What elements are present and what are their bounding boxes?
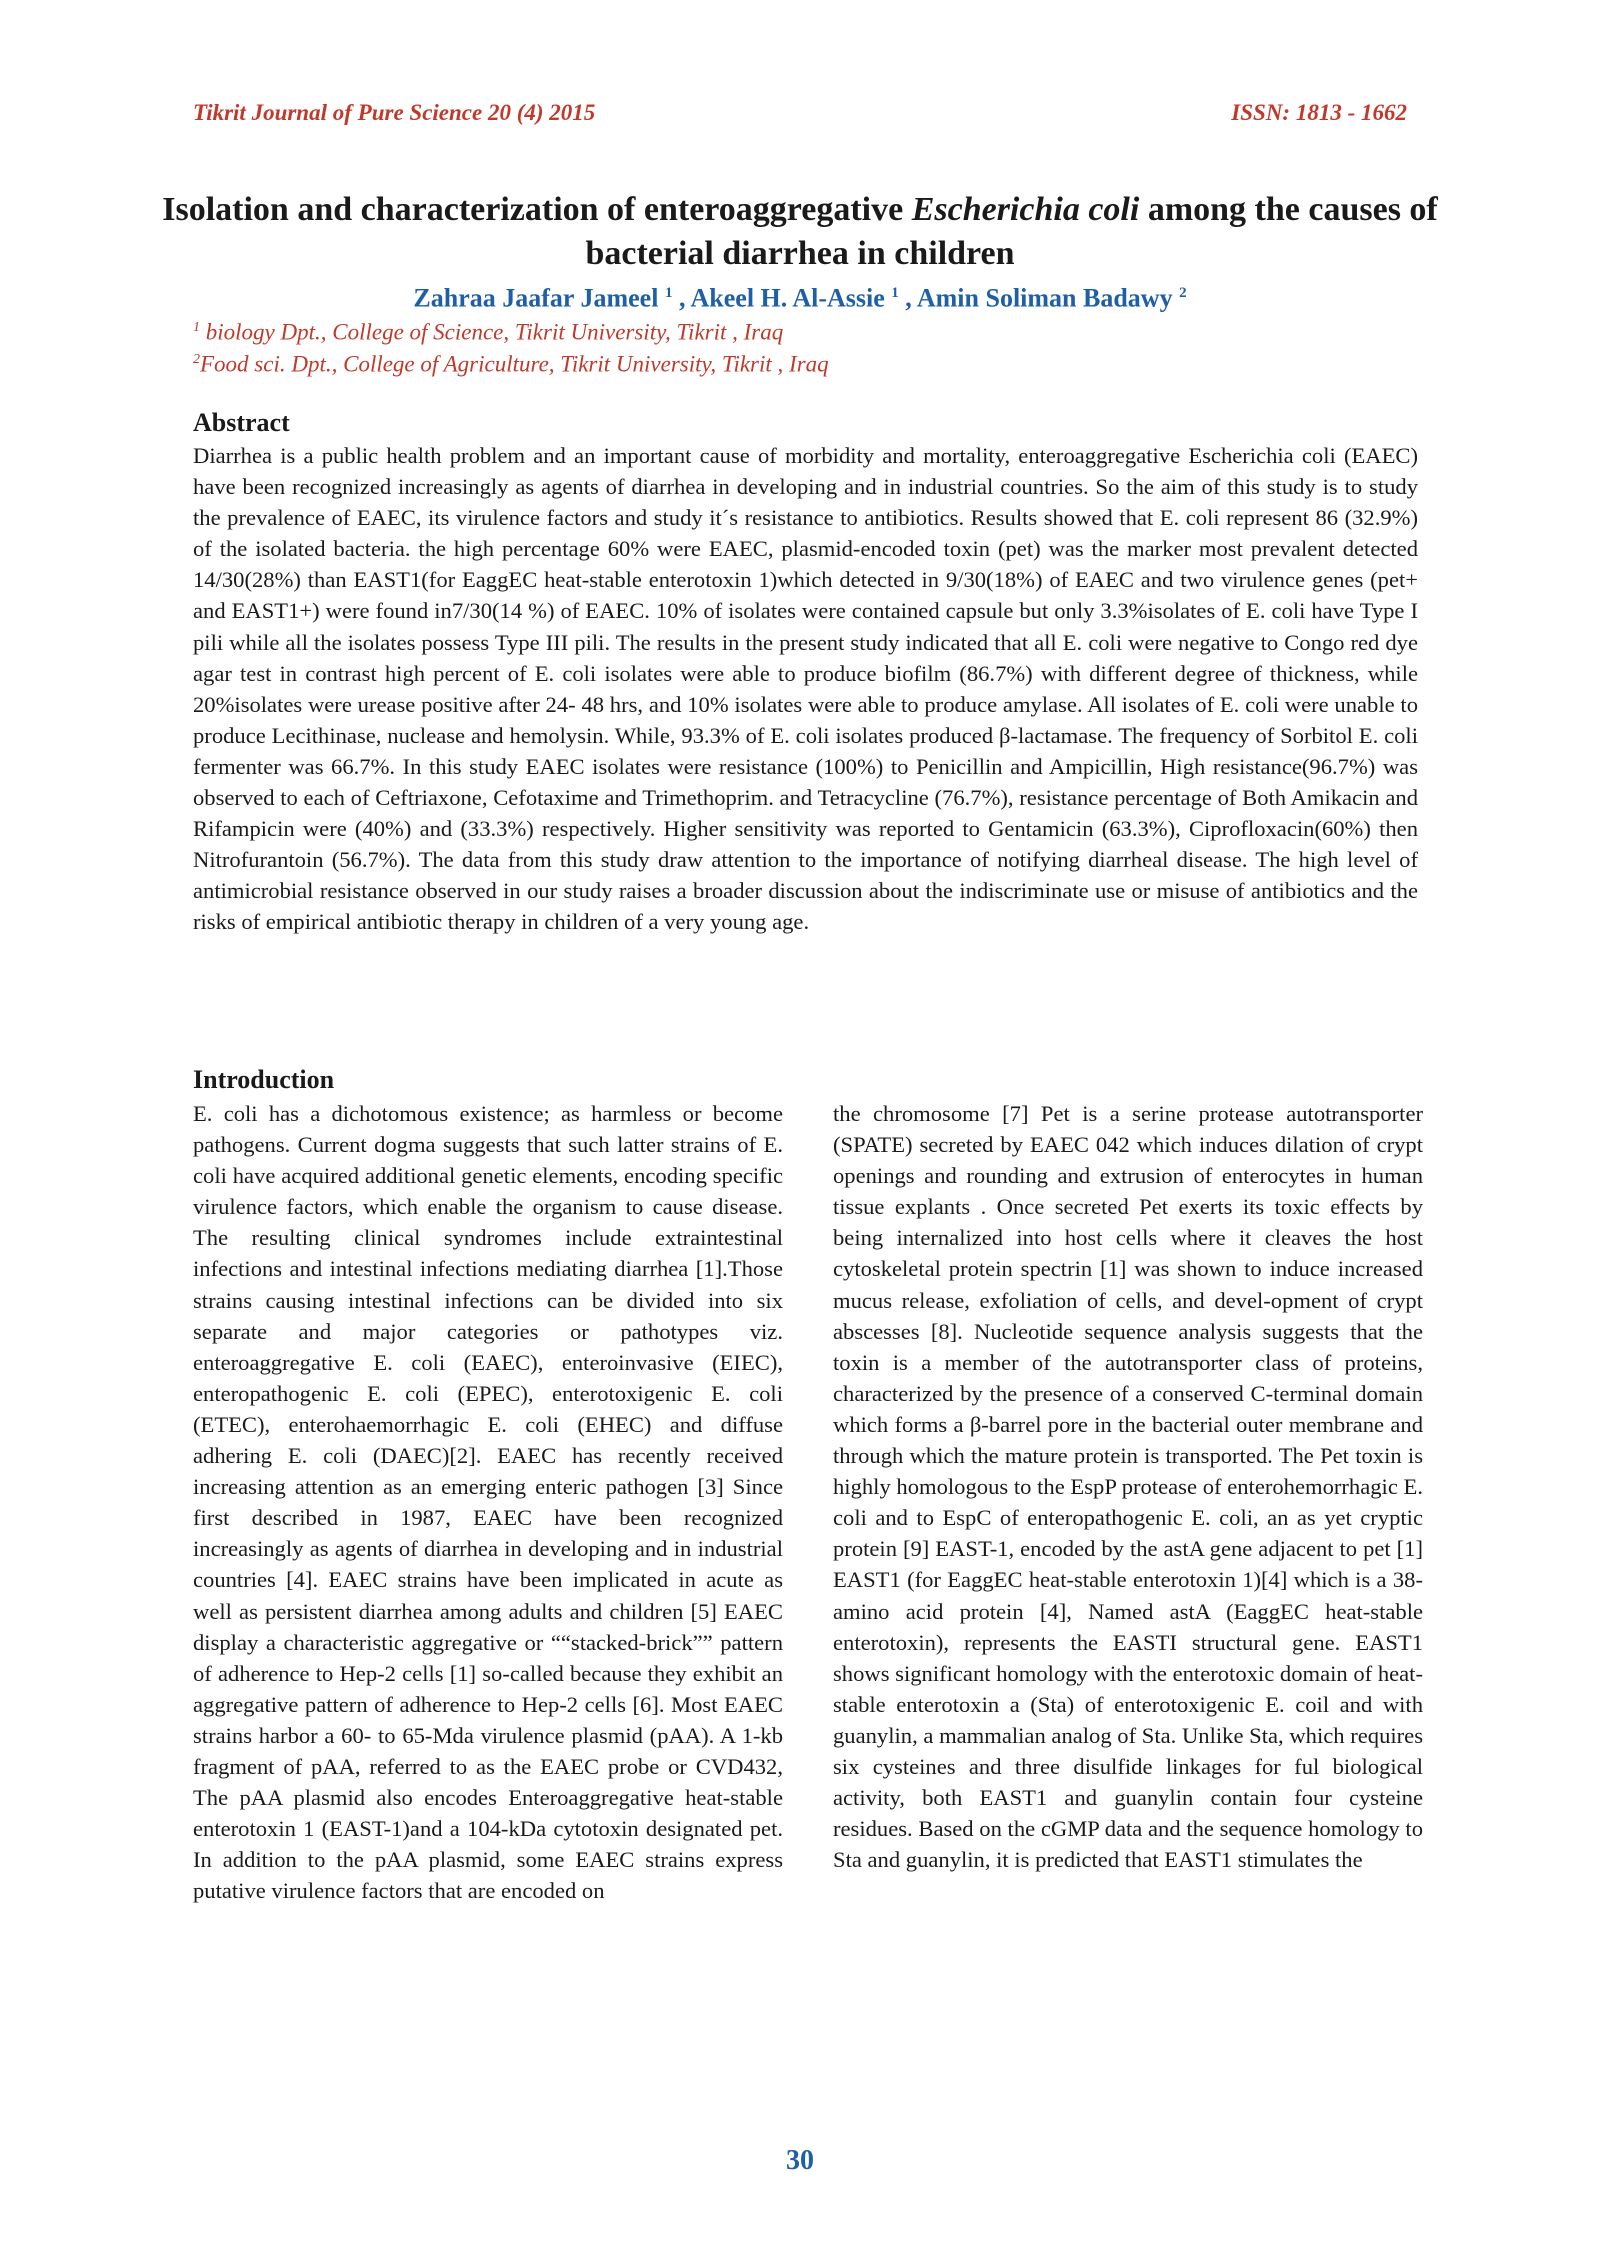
author-list bbox=[150, 276, 1450, 316]
introduction-left-text: E. coli has a dichotomous existence; as harmless or become pathogens. Current dogma suggests that such latter strains of E. coli have acquired additional genetic elements, encoding specific virulence factors, which enable the organism to cause disease. The resulting clinical syndromes include extraintestinal infections and intestinal infections mediating diarrhea [1].Those strains causing intestinal infections can be divided into six separate and major categories or pathotypes viz. enteroaggregative E. coli (EAEC), enteroinvasive (EIEC), enteropathogenic E. coli (EPEC), enterotoxigenic E. coli (ETEC), enterohaemorrhagic E. coli (EHEC) and diffuse adhering E. coli (DAEC)[2]. EAEC has recently received increasing attention as an emerging enteric pathogen [3] Since first described in 1987, EAEC have been recognized increasingly as agents of diarrhea in developing and in industrial countries [4]. EAEC strains have been implicated in acute as well as persistent diarrhea among adults and children [5] EAEC display a characteristic aggregative or ““stacked-brick”” pattern of adherence to Hep-2 cells [1] so-called because they exhibit an aggregative pattern of adherence to Hep-2 cells [6]. Most EAEC strains harbor a 60- to 65-Mda virulence plasmid (pAA). A 1-kb fragment of pAA, referred to as the EAEC probe or CVD432, The pAA plasmid also encodes Enteroaggregative heat-stable enterotoxin 1 (EAST-1)and a 104-kDa cytotoxin designated pet. In addition to the pAA plasmid, some EAEC strains express putative virulence factors that are encoded on bbox=[193, 1101, 783, 1904]
abstract-text: Diarrhea is a public health problem and an important cause of morbidity and mortality, enteroaggregative Escherichia coli (EAEC) have been recognized increasingly as agents of diarrhea in developing and in industrial countries. So the aim of this study is to study the prevalence of EAEC, its virulence factors and study it´s resistance to antibiotics. Results showed that E. coli represent 86 (32.9%) of the isolated bacteria. the high percentage 60% were EAEC, plasmid-encoded toxin (pet) was the marker most prevalent detected 14/30(28%) than EAST1(for EaggEC heat-stable enterotoxin 1)which detected in 9/30(18%) of EAEC and two virulence genes (pet+ and EAST1+) were found in7/30(14 %) of EAEC. 10% of isolates were contained capsule but only 3.3%isolates of E. coli have Type I pili while all the isolates possess Type III pili. The results in the present study indicated that all E. coli were negative to Congo red dye agar test in contrast high percent of E. coli isolates were able to produce biofilm (86.7%) with different degree of thickness, while 20%isolates were urease positive after 24- 48 hrs, and 10% isolates were able to produce amylase. All isolates of E. coli were unable to produce Lecithinase, nuclease and hemolysin. While, 93.3% of E. coli isolates produced β-lactamase. The frequency of Sorbitol E. coli fermenter was 66.7%. In this study EAEC isolates were resistance (100%) to Penicillin and Ampicillin, High resistance(96.7%) was observed to each of Ceftriaxone, Cefotaxime and Trimethoprim. and Tetracycline (76.7%), resistance percentage of Both Amikacin and Rifampicin were (40%) and (33.3%) respectively. Higher sensitivity was reported to Gentamicin (63.3%), Ciprofloxacin(60%) then Nitrofurantoin (56.7%). The data from this study draw attention to the importance of notifying diarrheal disease. The high level of antimicrobial resistance observed in our study raises a broader discussion about the indiscriminate use or misuse of antibiotics and the risks of empirical antibiotic therapy in children of a very young age. bbox=[193, 443, 1418, 935]
abstract-body bbox=[193, 440, 1418, 938]
introduction-heading: Introduction bbox=[193, 1065, 335, 1094]
author-1-affil-mark: 1 bbox=[664, 285, 673, 301]
affiliation-1-text: biology Dpt., College of Science, Tikrit University, Tikrit , Iraq bbox=[200, 319, 784, 345]
affiliation-2-text: Food sci. Dpt., College of Agriculture, Tikrit University, Tikrit , Iraq bbox=[200, 351, 829, 377]
affiliation-2-mark: 2 bbox=[193, 352, 200, 367]
journal-citation: Tikrit Journal of Pure Science 20 (4) 2015 bbox=[193, 100, 596, 125]
introduction-right-text: the chromosome [7] Pet is a serine protease autotransporter (SPATE) secreted by EAEC 042 which induces dilation of crypt openings and rounding and extrusion of enterocytes in human tissue explants . Once secreted Pet exerts its toxic effects by being internalized into host cells where it cleaves the host cytoskeletal protein spectrin [1] was shown to induce increased mucus release, exfoliation of cells, and devel-opment of crypt abscesses [8]. Nucleotide sequence analysis suggests that the toxin is a member of the autotransporter class of proteins, characterized by the presence of a conserved C-terminal domain which forms a β-barrel pore in the bacterial outer membrane and through which the mature protein is transported. The Pet toxin is highly homologous to the EspP protease of enterohemorrhagic E. coli and to EspC of enteropathogenic E. coli, an as yet cryptic protein [9] EAST-1, encoded by the astA gene adjacent to pet [1] EAST1 (for EaggEC heat-stable enterotoxin 1)[4] which is a 38-amino acid protein [4], Named astA (EaggEC heat-stable enterotoxin), represents the EASTI structural gene. EAST1 shows significant homology with the enterotoxic domain of heat-stable enterotoxin a (Sta) of enterotoxigenic E. coil and with guanylin, a mammalian analog of Sta. Unlike Sta, which requires six cysteines and three disulfide linkages for ful biological activity, both EAST1 and guanylin contain four cysteine residues. Based on the cGMP data and the sequence homology to Sta and guanylin, it is predicted that EAST1 stimulates the bbox=[833, 1101, 1423, 1873]
affiliation-1-mark: 1 bbox=[193, 320, 200, 335]
page-number: 30 bbox=[786, 2145, 814, 2176]
title-italic: Escherichia coli bbox=[911, 191, 1140, 228]
introduction-left-column bbox=[193, 1098, 783, 1906]
paper-title bbox=[150, 188, 1450, 276]
author-3: , Amin Soliman Badawy bbox=[898, 283, 1180, 313]
affiliation-2 bbox=[193, 344, 1193, 381]
author-2-affil-mark: 1 bbox=[891, 285, 899, 301]
author-2: , Akeel H. Al-Assie bbox=[672, 283, 892, 313]
abstract-heading: Abstract bbox=[193, 408, 290, 437]
author-3-affil-mark: 2 bbox=[1179, 285, 1187, 301]
introduction-right-column bbox=[833, 1098, 1423, 1875]
issn: ISSN: 1813 - 1662 bbox=[1231, 100, 1407, 125]
title-part-2: among the causes of bacterial diarrhea in children bbox=[585, 191, 1438, 272]
author-1: Zahraa Jaafar Jameel bbox=[413, 283, 665, 313]
title-part-1: Isolation and characterization of enteroaggregative bbox=[162, 191, 912, 228]
running-header bbox=[193, 100, 1407, 126]
